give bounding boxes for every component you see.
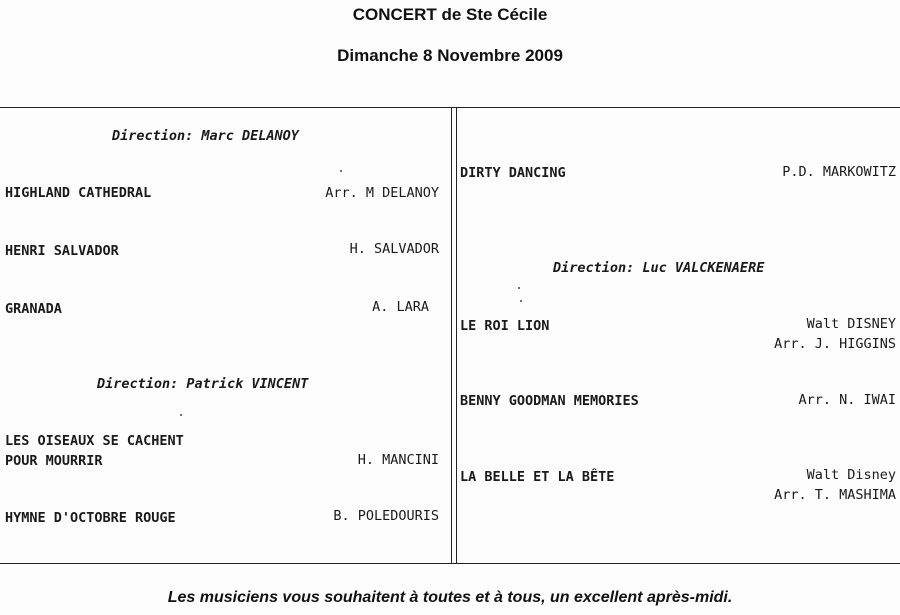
piece-title: LE ROI LION [460, 318, 550, 334]
scan-speck [180, 414, 182, 416]
piece-composer: A. LARA [372, 299, 429, 315]
concert-title: CONCERT de Ste Cécile [352, 5, 548, 24]
piece-composer: H. SALVADOR [349, 241, 439, 257]
piece-composer: Arr. M DELANOY [325, 185, 439, 201]
concert-date: Dimanche 8 Novembre 2009 [337, 46, 563, 65]
piece-title: LA BELLE ET LA BÊTE [460, 469, 615, 485]
piece-title: HENRI SALVADOR [5, 243, 119, 259]
bottom-divider [0, 563, 900, 564]
piece-title-continued: POUR MOURRIR [5, 453, 103, 469]
piece-arranger: Arr. J. HIGGINS [774, 336, 896, 352]
top-divider [0, 107, 900, 108]
piece-title: DIRTY DANCING [460, 165, 566, 181]
scan-speck [518, 287, 520, 289]
piece-title: BENNY GOODMAN MEMORIES [460, 393, 639, 409]
piece-title: LES OISEAUX SE CACHENT [5, 433, 184, 449]
piece-arranger: Arr. T. MASHIMA [774, 487, 896, 503]
direction-heading: Direction: Luc VALCKENAERE [553, 260, 765, 276]
piece-composer: Walt Disney [806, 467, 896, 483]
piece-title: GRANADA [5, 301, 62, 317]
direction-heading: Direction: Marc DELANOY [112, 128, 299, 144]
scan-speck [520, 300, 522, 302]
piece-composer: P.D. MARKOWITZ [782, 164, 896, 180]
piece-title: HYMNE D'OCTOBRE ROUGE [5, 510, 176, 526]
footer-message: Les musiciens vous souhaitent à toutes et à tous, un excellent après-midi. [167, 589, 733, 606]
piece-title: HIGHLAND CATHEDRAL [5, 185, 152, 201]
direction-heading: Direction: Patrick VINCENT [97, 376, 309, 392]
piece-composer: Arr. N. IWAI [798, 392, 896, 408]
piece-composer: Walt DISNEY [806, 316, 896, 332]
column-divider-right [456, 107, 457, 564]
column-divider-left [451, 107, 452, 564]
scan-speck [340, 170, 342, 172]
piece-composer: B. POLEDOURIS [333, 508, 439, 524]
piece-composer: H. MANCINI [357, 452, 439, 468]
